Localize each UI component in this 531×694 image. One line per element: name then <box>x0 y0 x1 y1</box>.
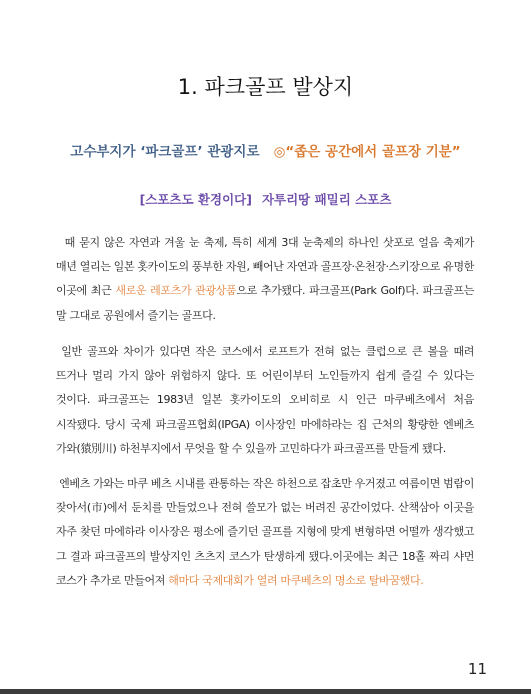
paragraph-1-highlight: 새로운 레포츠가 관광상품 <box>115 284 237 298</box>
section-bracket: [스포츠도 환경이다] <box>139 192 252 207</box>
section-heading <box>0 190 531 208</box>
paragraph-2 <box>56 340 474 461</box>
paragraph-2-text: 일반 골프와 차이가 있다면 작은 코스에서 로프트가 전혀 없는 클럽으로 큰 볼을 때려 뜨거나 멀리 가지 않아 위험하지 않다. 또 어린이부터 노인들까지 쉽게 즐길 수 있다는 것이다. 파크골프는 1983년 일본 홋카이도의 오비히로 시 인근 마쿠베츠에서 처음 시작됐다. 당시 국제 파크골프협회(IPGA) 이사장인 마에하라는 집 근처의 황량한 엔베츠 가와(猿別川) 하천부지에서 무엇을 할 수 있을까 고민하다가 파크골프를 만들게 됐다. <box>56 345 474 455</box>
paragraph-3 <box>56 472 474 593</box>
paragraph-1-text-a: 때 묻지 않은 자연과 겨울 눈 축제, 특히 세계 3대 눈축제의 하나인 삿포로 얼음 축제가 매년 열리는 일본 홋카이도의 풍부한 자원, 빼어난 자연과 골프장·온천장·스키장으로 유명한 이곳에 최근 <box>56 236 474 298</box>
paragraph-1-text-b: 으로 추가됐다. 파크골프(Park Golf)다. 파크골프는 말 그대로 공원에서 즐기는 골프다. <box>56 284 474 322</box>
paragraph-1 <box>56 231 474 328</box>
paragraph-3-text-a: 엔베츠 가와는 마쿠 베츠 시내를 관통하는 작은 하천으로 잡초만 우거졌고 여름이면 범람이 잦아서(市)에서 둔치를 만들었으나 전혀 쓸모가 없는 버려진 공간이었다. 산책삼아 이곳을 자주 찾던 마에하라 이사장은 평소에 즐기던 골프를 지형에 맞게 변형하면 어떨까 생각했고 그 결과 파크골프의 발상지인 츠츠지 코스가 탄생하게 됐다.이곳에는 최근 18홀 짜리 샤먼 코스가 추가로 만들어져 <box>56 477 474 587</box>
subtitle <box>0 140 531 160</box>
page-title: 1. 파크골프 발상지 <box>177 75 354 99</box>
section-name: 자투리땅 패밀리 스포츠 <box>261 192 392 207</box>
footer-bar <box>0 689 531 694</box>
subtitle-left: 고수부지가 ‘파크골프’ 관광지로 <box>70 144 260 160</box>
paragraph-3-highlight: 해마다 국제대회가 열려 마쿠베츠의 명소로 탈바꿈했다. <box>168 573 424 587</box>
subtitle-right: ◎“좁은 공간에서 골프장 기분” <box>273 144 461 160</box>
page-number: 11 <box>467 660 487 678</box>
